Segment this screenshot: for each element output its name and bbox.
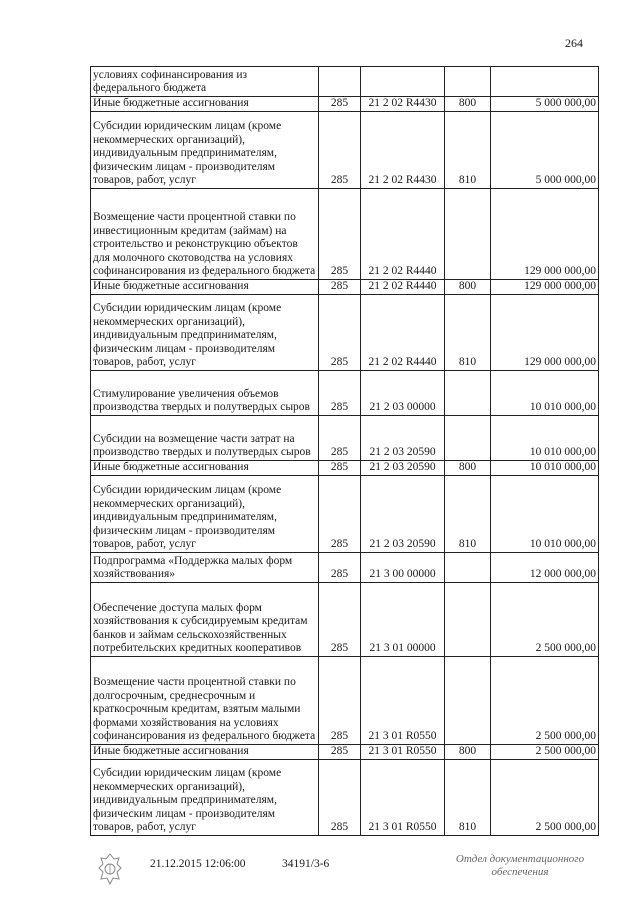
row-name: Стимулирование увеличения объемов производства твердых и полутвердых сыров [91,371,319,416]
row-type [445,416,491,461]
row-amount: 2 500 000,00 [491,760,599,836]
row-amount: 12 000 000,00 [491,553,599,583]
row-type: 800 [445,745,491,760]
row-code: 285 [319,583,361,657]
row-type [445,583,491,657]
row-amount: 5 000 000,00 [491,97,599,112]
stamp-line: Отдел документационного [455,853,585,865]
row-name: Субсидии юридическим лицам (кроме некоммерческих организаций), индивидуальным предпринимателям, физическим лицам - производителям товаров, работ, услуг [91,476,319,553]
row-name: Возмещение части процентной ставки по инвестиционным кредитам (займам) на строительство и реконструкцию объектов для молочного скотоводства на условиях софинансирования из федерального бюджета [91,189,319,280]
row-csr: 21 3 00 00000 [361,553,445,583]
row-amount: 129 000 000,00 [491,280,599,295]
row-type [445,371,491,416]
row-code: 285 [319,371,361,416]
row-csr: 21 2 02 R4440 [361,295,445,371]
row-csr: 21 2 03 20590 [361,461,445,476]
row-type [445,189,491,280]
row-type: 810 [445,295,491,371]
emblem-icon [96,852,124,886]
row-code: 285 [319,461,361,476]
table-row [91,657,599,745]
row-csr: 21 2 03 00000 [361,371,445,416]
row-name: Подпрограмма «Поддержка малых форм хозяйствования» [91,553,319,583]
row-csr: 21 3 01 00000 [361,583,445,657]
table-row [91,97,599,112]
row-amount: 129 000 000,00 [491,295,599,371]
row-type [445,657,491,745]
table-row [91,67,599,97]
row-type [445,553,491,583]
row-csr: 21 3 01 R0550 [361,760,445,836]
row-type: 800 [445,461,491,476]
table-row [91,295,599,371]
table-row [91,553,599,583]
row-name: Возмещение части процентной ставки по долгосрочным, среднесрочным и краткосрочным кредитам, взятым малыми формами хозяйствования на условиях софинансирования из федерального бюджета [91,657,319,745]
row-name: условиях софинансирования из федерального бюджета [91,67,319,97]
row-type: 810 [445,760,491,836]
page-number: 264 [565,36,583,50]
row-code: 285 [319,745,361,760]
table-row [91,112,599,189]
row-csr: 21 2 02 R4430 [361,112,445,189]
row-amount [491,67,599,97]
row-name: Иные бюджетные ассигнования [91,97,319,112]
row-name: Иные бюджетные ассигнования [91,461,319,476]
row-type: 800 [445,280,491,295]
row-code: 285 [319,657,361,745]
table-row [91,583,599,657]
budget-table [90,66,599,836]
row-amount: 10 010 000,00 [491,416,599,461]
row-csr: 21 2 02 R4440 [361,280,445,295]
footer-datetime: 21.12.2015 12:06:00 [150,858,246,870]
row-csr [361,67,445,97]
row-name: Субсидии юридическим лицам (кроме некоммерческих организаций), индивидуальным предпринимателям, физическим лицам - производителям товаров, работ, услуг [91,760,319,836]
row-amount: 2 500 000,00 [491,657,599,745]
row-csr: 21 2 02 R4430 [361,97,445,112]
row-code: 285 [319,189,361,280]
row-amount: 10 010 000,00 [491,476,599,553]
table-row [91,476,599,553]
row-code: 285 [319,553,361,583]
row-code: 285 [319,97,361,112]
row-amount: 5 000 000,00 [491,112,599,189]
row-amount: 2 500 000,00 [491,583,599,657]
row-amount: 10 010 000,00 [491,371,599,416]
row-code: 285 [319,760,361,836]
row-code [319,67,361,97]
row-code: 285 [319,295,361,371]
stamp-line: обеспечения [491,866,549,878]
row-amount: 10 010 000,00 [491,461,599,476]
table-row [91,280,599,295]
row-name: Субсидии юридическим лицам (кроме некоммерческих организаций), индивидуальным предпринимателям, физическим лицам - производителям товаров, работ, услуг [91,295,319,371]
row-name: Иные бюджетные ассигнования [91,280,319,295]
row-type: 810 [445,112,491,189]
row-csr: 21 3 01 R0550 [361,745,445,760]
row-name: Субсидии юридическим лицам (кроме некоммерческих организаций), индивидуальным предпринимателям, физическим лицам - производителям товаров, работ, услуг [91,112,319,189]
row-csr: 21 2 03 20590 [361,416,445,461]
row-name: Иные бюджетные ассигнования [91,745,319,760]
table-row [91,461,599,476]
row-type [445,67,491,97]
row-csr: 21 2 03 20590 [361,476,445,553]
row-amount: 129 000 000,00 [491,189,599,280]
row-type: 800 [445,97,491,112]
table-row [91,416,599,461]
row-name: Обеспечение доступа малых форм хозяйствования к субсидируемым кредитам банков и займам сельскохозяйственных потребительских кредитных кооперативов [91,583,319,657]
row-type: 810 [445,476,491,553]
row-code: 285 [319,112,361,189]
table-row [91,745,599,760]
table-row [91,189,599,280]
row-code: 285 [319,280,361,295]
row-csr: 21 3 01 R0550 [361,657,445,745]
footer-doc-number: 34191/3-6 [282,858,330,870]
row-csr: 21 2 02 R4440 [361,189,445,280]
row-amount: 2 500 000,00 [491,745,599,760]
row-code: 285 [319,416,361,461]
table-row [91,760,599,836]
department-stamp [430,853,610,879]
row-name: Субсидии на возмещение части затрат на производство твердых и полутвердых сыров [91,416,319,461]
table-row [91,371,599,416]
row-code: 285 [319,476,361,553]
